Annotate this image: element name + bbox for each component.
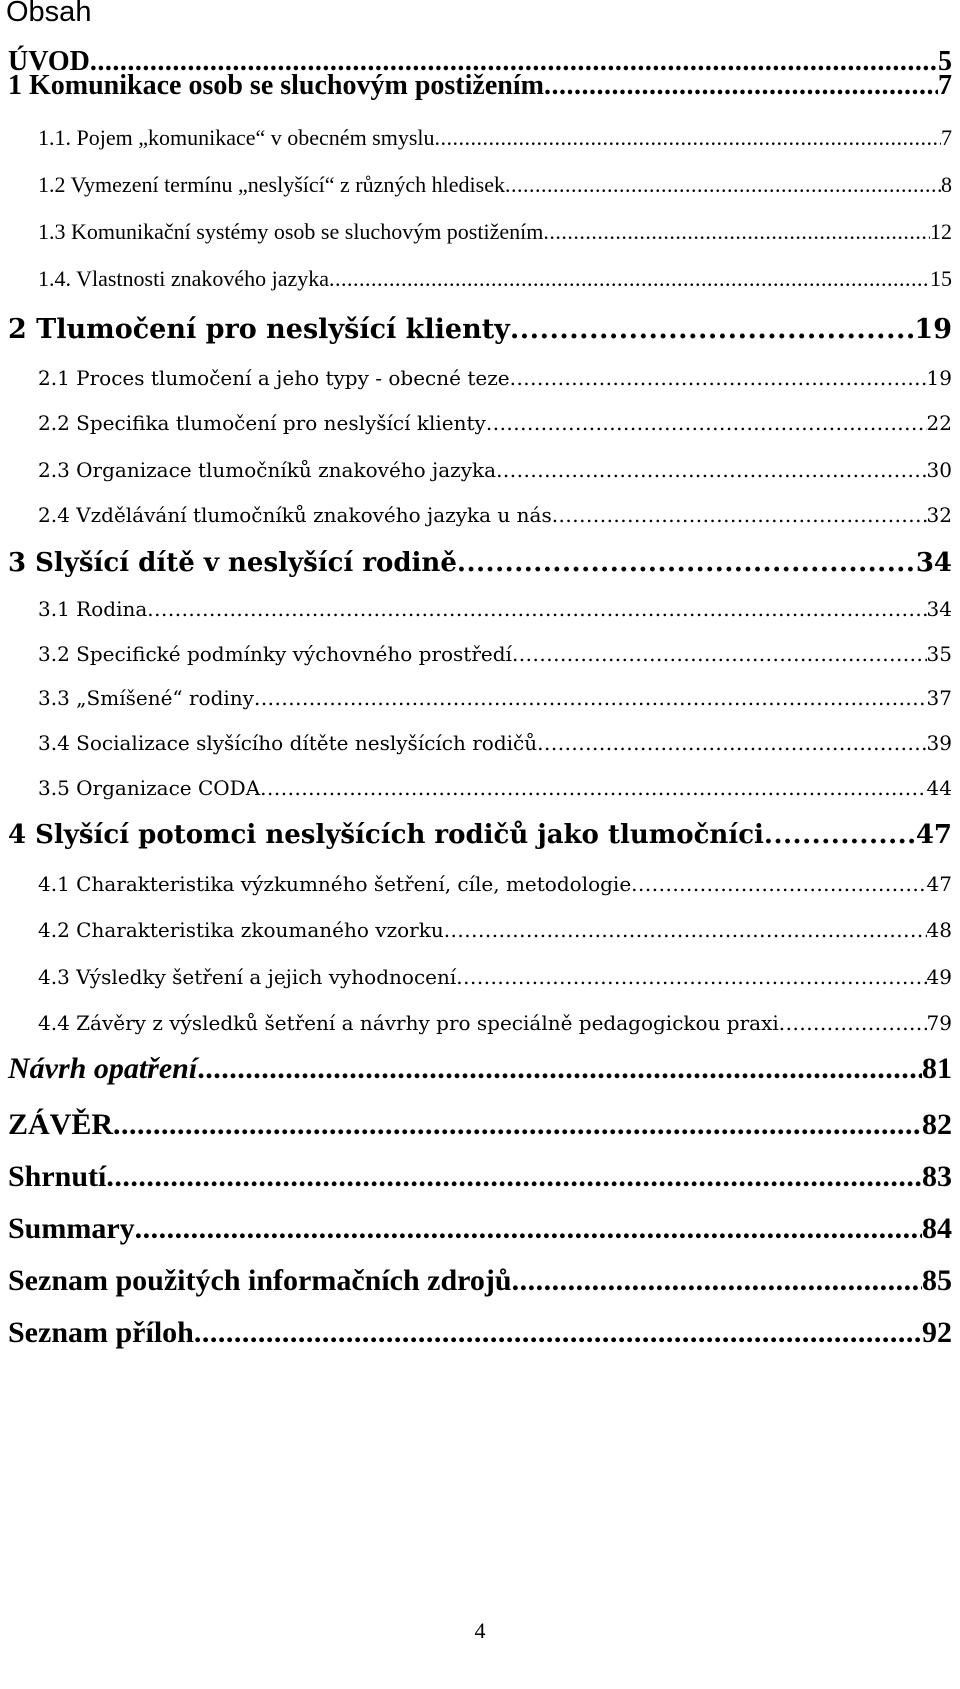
page-number: 4 xyxy=(474,1618,486,1643)
toc-entry-page: 37 xyxy=(926,686,952,710)
toc-leader-dots xyxy=(435,125,941,151)
toc-entry-title: Návrh opatření xyxy=(8,1052,198,1085)
toc-entry[interactable] xyxy=(38,366,952,390)
toc-leader-dots xyxy=(764,820,916,850)
toc-entry[interactable] xyxy=(38,731,952,755)
toc-entry-title: 2.2 Specifika tlumočení pro neslyšící klienty xyxy=(38,411,486,435)
toc-entry-title: 3.4 Socializace slyšícího dítěte neslyšících rodičů xyxy=(38,731,538,755)
toc-entry-page: 12 xyxy=(930,219,952,244)
toc-entry-title: 2.3 Organizace tlumočníků znakového jazyka xyxy=(38,458,497,482)
toc-entry[interactable] xyxy=(38,172,952,198)
toc-entry[interactable] xyxy=(38,125,952,151)
toc-entry-page: 79 xyxy=(926,1011,952,1035)
toc-entry-title: Shrnutí xyxy=(8,1160,107,1193)
toc-entry[interactable] xyxy=(38,597,952,621)
toc-leader-dots xyxy=(512,1264,922,1298)
toc-leader-dots xyxy=(486,411,927,435)
toc-entry-title: 3.1 Rodina xyxy=(38,597,148,621)
toc-leader-dots xyxy=(147,597,926,621)
toc-entry-page: 32 xyxy=(926,503,952,527)
toc-entry-page: 7 xyxy=(941,125,952,150)
toc-entry-page: 7 xyxy=(938,70,952,101)
toc-entry-page: 83 xyxy=(922,1160,952,1193)
toc-entry-page: 81 xyxy=(922,1052,952,1085)
toc-entry[interactable] xyxy=(8,1264,952,1298)
toc-leader-dots xyxy=(512,642,927,666)
toc-entry-title: 4.3 Výsledky šetření a jejich vyhodnocení xyxy=(38,965,457,989)
toc-entry-title: ZÁVĚR xyxy=(8,1108,114,1141)
toc-entry-page: 49 xyxy=(926,965,952,989)
toc-entry-title: 2 Tlumočení pro neslyšící klienty xyxy=(8,314,510,345)
toc-leader-dots xyxy=(496,458,926,482)
toc-leader-dots xyxy=(543,219,930,245)
toc-entry-page: 39 xyxy=(926,731,952,755)
toc-entry-title: 2.4 Vzdělávání tlumočníků znakového jazyka u nás xyxy=(38,503,552,527)
toc-leader-dots xyxy=(510,314,915,345)
toc-entry[interactable] xyxy=(38,686,952,710)
toc-entry[interactable] xyxy=(8,548,952,578)
toc-heading: Obsah xyxy=(6,0,92,28)
toc-leader-dots xyxy=(197,1052,922,1086)
toc-leader-dots xyxy=(631,872,926,896)
toc-entry-page: 22 xyxy=(926,411,952,435)
toc-entry-page: 84 xyxy=(922,1212,952,1245)
toc-entry[interactable] xyxy=(8,1052,952,1086)
toc-entry[interactable] xyxy=(8,1316,952,1350)
toc-entry-title: Seznam příloh xyxy=(8,1316,194,1349)
toc-leader-dots xyxy=(537,731,926,755)
toc-entry-page: 82 xyxy=(922,1108,952,1141)
toc-leader-dots xyxy=(329,266,930,292)
toc-entry-page: 5 xyxy=(938,46,952,77)
toc-entry[interactable] xyxy=(38,872,952,896)
toc-entry-page: 34 xyxy=(926,597,952,621)
toc-entry-title: Seznam použitých informačních zdrojů xyxy=(8,1264,512,1297)
toc-entry[interactable] xyxy=(38,642,952,666)
toc-entry[interactable] xyxy=(8,1108,952,1142)
toc-entry[interactable] xyxy=(8,314,952,345)
toc-leader-dots xyxy=(552,503,927,527)
toc-entry-page: 92 xyxy=(922,1316,952,1349)
toc-entry-page: 47 xyxy=(926,872,952,896)
toc-entry-page: 85 xyxy=(922,1264,952,1297)
toc-leader-dots xyxy=(113,1108,922,1142)
toc-entry[interactable] xyxy=(8,1160,952,1194)
toc-entry-title: 3.3 „Smíšené“ rodiny xyxy=(38,686,254,710)
toc-entry-title: 1.4. Vlastnosti znakového jazyka xyxy=(38,266,330,291)
toc-entry-title: 4.4 Závěry z výsledků šetření a návrhy pro speciálně pedagogickou praxi xyxy=(38,1011,779,1035)
toc-entry-title: 1.2 Vymezení termínu „neslyšící“ z různých hledisek xyxy=(38,172,505,197)
toc-leader-dots xyxy=(135,1212,922,1246)
toc-entry-title: 3.2 Specifické podmínky výchovného prostředí xyxy=(38,642,512,666)
toc-leader-dots xyxy=(254,686,927,710)
toc-leader-dots xyxy=(510,366,927,390)
toc-entry-page: 15 xyxy=(930,266,952,291)
toc-entry-title: 2.1 Proces tlumočení a jeho typy - obecné teze xyxy=(38,366,510,390)
toc-entry-page: 34 xyxy=(915,548,952,578)
toc-entry-title: 1.1. Pojem „komunikace“ v obecném smyslu xyxy=(38,125,435,150)
toc-leader-dots xyxy=(505,172,941,198)
toc-entry-title: 4 Slyšící potomci neslyšících rodičů jako tlumočníci xyxy=(8,820,764,850)
toc-entry[interactable] xyxy=(8,70,952,102)
toc-leader-dots xyxy=(779,1011,927,1035)
toc-entry-page: 44 xyxy=(926,776,952,800)
toc-entry-page: 35 xyxy=(926,642,952,666)
toc-leader-dots xyxy=(456,965,926,989)
toc-entry[interactable] xyxy=(38,1011,952,1035)
toc-entry[interactable] xyxy=(38,965,952,989)
toc-leader-dots xyxy=(544,70,938,102)
toc-entry[interactable] xyxy=(38,219,952,245)
toc-entry-title: Summary xyxy=(8,1212,135,1245)
toc-entry-title: 3 Slyšící dítě v neslyšící rodině xyxy=(8,548,457,578)
toc-entry-page: 47 xyxy=(915,820,952,850)
toc-entry-title: 1 Komunikace osob se sluchovým postižením xyxy=(8,70,544,101)
toc-leader-dots xyxy=(106,1160,922,1194)
toc-entry[interactable] xyxy=(38,266,952,292)
toc-entry-title: 4.1 Charakteristika výzkumného šetření, cíle, metodologie xyxy=(38,872,632,896)
toc-leader-dots xyxy=(260,776,926,800)
toc-entry[interactable] xyxy=(38,458,952,482)
toc-entry[interactable] xyxy=(38,411,952,435)
toc-entry-page: 30 xyxy=(926,458,952,482)
toc-entry-page: 19 xyxy=(914,314,952,345)
toc-entry[interactable] xyxy=(38,918,952,942)
toc-entry-title: 4.2 Charakteristika zkoumaného vzorku xyxy=(38,918,444,942)
toc-entry-title: 1.3 Komunikační systémy osob se sluchovým postižením xyxy=(38,219,544,244)
toc-entry[interactable] xyxy=(8,820,952,850)
toc-leader-dots xyxy=(194,1316,922,1350)
toc-entry-page: 19 xyxy=(926,366,952,390)
toc-leader-dots xyxy=(444,918,927,942)
toc-entry[interactable] xyxy=(38,776,952,800)
toc-leader-dots xyxy=(457,548,916,578)
toc-entry[interactable] xyxy=(8,1212,952,1246)
toc-entry-page: 48 xyxy=(926,918,952,942)
toc-entry-page: 8 xyxy=(941,172,952,197)
toc-entry[interactable] xyxy=(38,503,952,527)
toc-entry-title: ÚVOD xyxy=(8,46,90,77)
toc-entry-title: 3.5 Organizace CODA xyxy=(38,776,261,800)
